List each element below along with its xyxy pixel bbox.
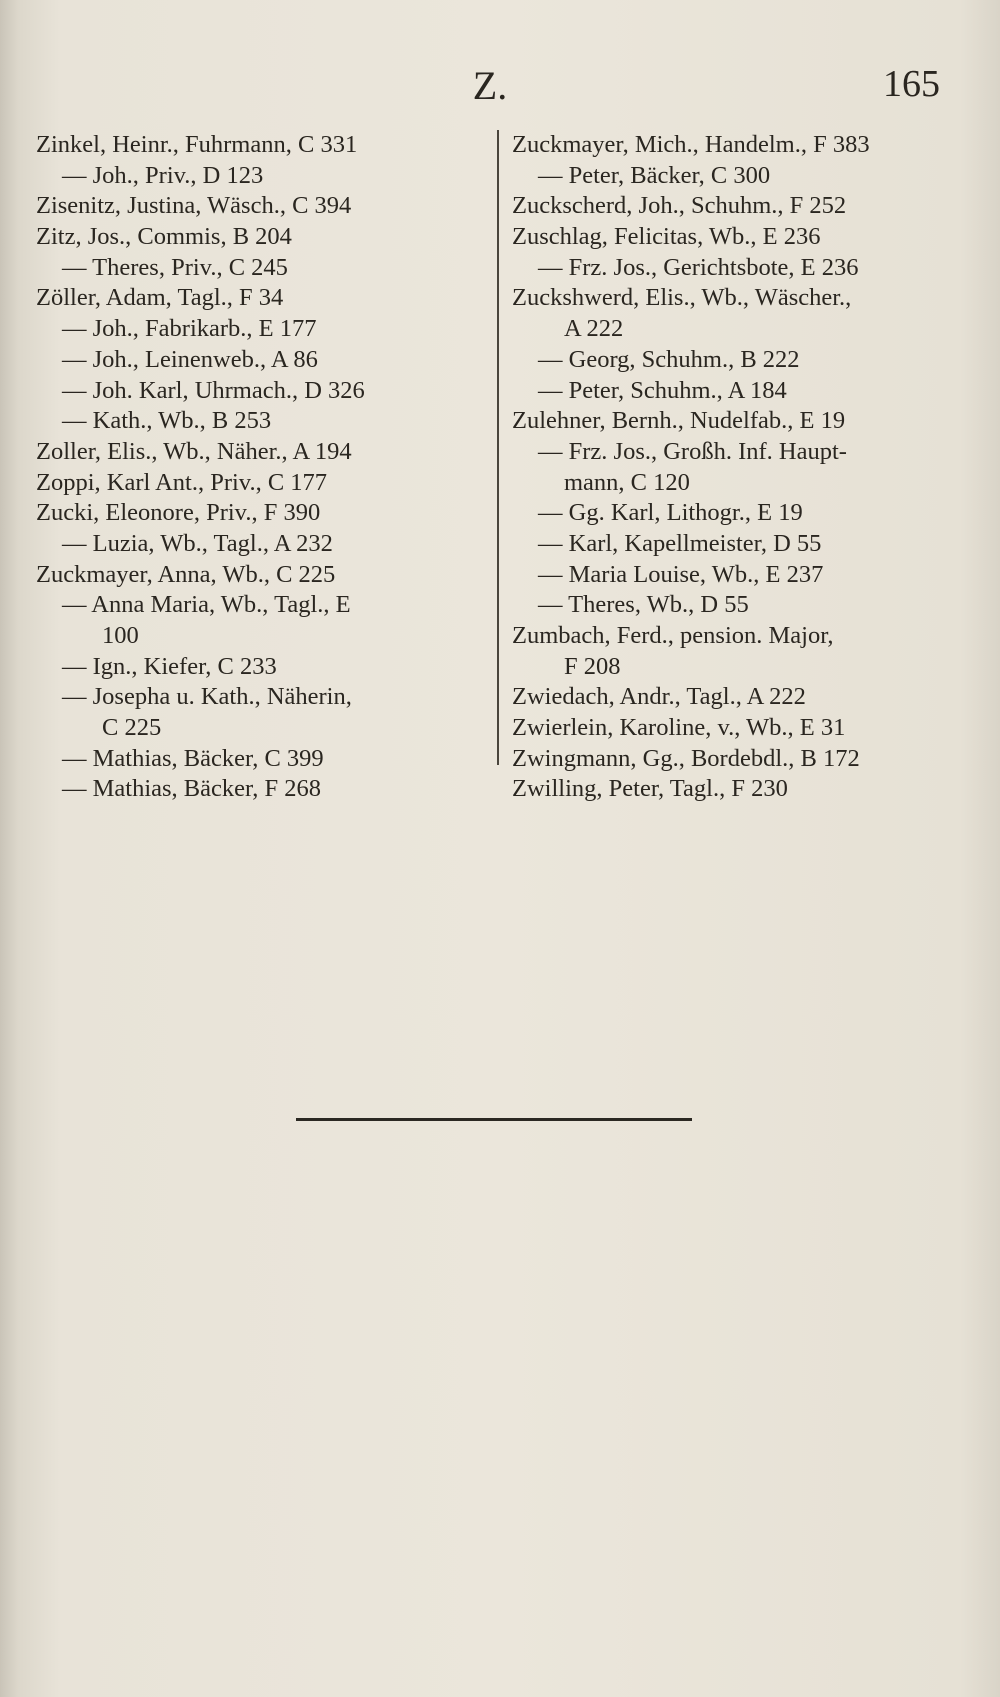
column-divider <box>497 130 499 765</box>
directory-entry: Zwiedach, Andr., Tagl., A 222 <box>512 683 806 711</box>
directory-entry: — Karl, Kapellmeister, D 55 <box>538 529 822 557</box>
directory-entry: — Gg. Karl, Lithogr., E 19 <box>538 499 803 527</box>
directory-entry: Zuckmayer, Anna, Wb., C 225 <box>36 560 336 588</box>
directory-entry: — Peter, Bäcker, C 300 <box>538 161 771 189</box>
directory-entry: Zuckshwerd, Elis., Wb., Wäscher., <box>512 284 852 312</box>
directory-entry: — Mathias, Bäcker, C 399 <box>62 744 324 772</box>
directory-entry: Zitz, Jos., Commis, B 204 <box>36 223 292 251</box>
directory-entry: — Joh., Leinenweb., A 86 <box>62 345 318 373</box>
directory-entry-continuation: C 225 <box>102 714 162 742</box>
directory-entry: — Joh. Karl, Uhrmach., D 326 <box>62 376 365 404</box>
directory-entry: Zwingmann, Gg., Bordebdl., B 172 <box>512 744 860 772</box>
directory-entry: Zumbach, Ferd., pension. Major, <box>512 622 834 649</box>
directory-entry: Zuschlag, Felicitas, Wb., E 236 <box>512 223 821 251</box>
directory-entry-continuation: A 222 <box>564 315 624 343</box>
directory-entry: Zoller, Elis., Wb., Näher., A 194 <box>36 437 352 465</box>
directory-entry: Zucki, Eleonore, Priv., F 390 <box>36 499 321 527</box>
directory-entry: Zinkel, Heinr., Fuhrmann, C 331 <box>36 131 358 158</box>
page-number: 165 <box>883 63 940 105</box>
directory-entry-continuation: mann, C 120 <box>564 468 690 496</box>
directory-entry: Zuckscherd, Joh., Schuhm., F 252 <box>512 192 847 220</box>
directory-entry: — Luzia, Wb., Tagl., A 232 <box>62 529 333 557</box>
directory-entry: — Georg, Schuhm., B 222 <box>538 345 800 373</box>
directory-column-left <box>36 130 496 805</box>
directory-entry-continuation: F 208 <box>564 652 621 680</box>
directory-entry: — Mathias, Bäcker, F 268 <box>62 775 321 803</box>
directory-entry: Zuckmayer, Mich., Handelm., F 383 <box>512 131 870 158</box>
end-rule <box>296 1118 692 1121</box>
directory-entry: — Josepha u. Kath., Näherin, <box>62 683 352 711</box>
directory-entry: — Joh., Priv., D 123 <box>62 161 264 189</box>
directory-entry: Zisenitz, Justina, Wäsch., C 394 <box>36 192 352 220</box>
directory-entry: — Theres, Priv., C 245 <box>62 253 288 281</box>
directory-entry: Zwilling, Peter, Tagl., F 230 <box>512 775 788 803</box>
directory-entry: — Kath., Wb., B 253 <box>62 407 272 435</box>
directory-entry: — Ign., Kiefer, C 233 <box>62 652 277 680</box>
directory-entry: — Peter, Schuhm., A 184 <box>538 376 787 404</box>
directory-entry: Zöller, Adam, Tagl., F 34 <box>36 284 284 312</box>
directory-entry: — Theres, Wb., D 55 <box>538 591 749 619</box>
section-letter: Z. <box>472 63 508 108</box>
directory-entry: — Frz. Jos., Großh. Inf. Haupt- <box>538 437 847 465</box>
directory-entry: — Anna Maria, Wb., Tagl., E <box>62 591 351 619</box>
directory-column-right <box>512 130 974 805</box>
directory-entry-continuation: 100 <box>102 622 139 649</box>
directory-entry: Zwierlein, Karoline, v., Wb., E 31 <box>512 714 846 742</box>
directory-entry: Zoppi, Karl Ant., Priv., C 177 <box>36 468 328 496</box>
directory-entry: — Maria Louise, Wb., E 237 <box>538 560 824 588</box>
directory-entry: — Joh., Fabrikarb., E 177 <box>62 315 317 343</box>
directory-entry: — Frz. Jos., Gerichtsbote, E 236 <box>538 253 859 281</box>
directory-entry: Zulehner, Bernh., Nudelfab., E 19 <box>512 407 846 435</box>
